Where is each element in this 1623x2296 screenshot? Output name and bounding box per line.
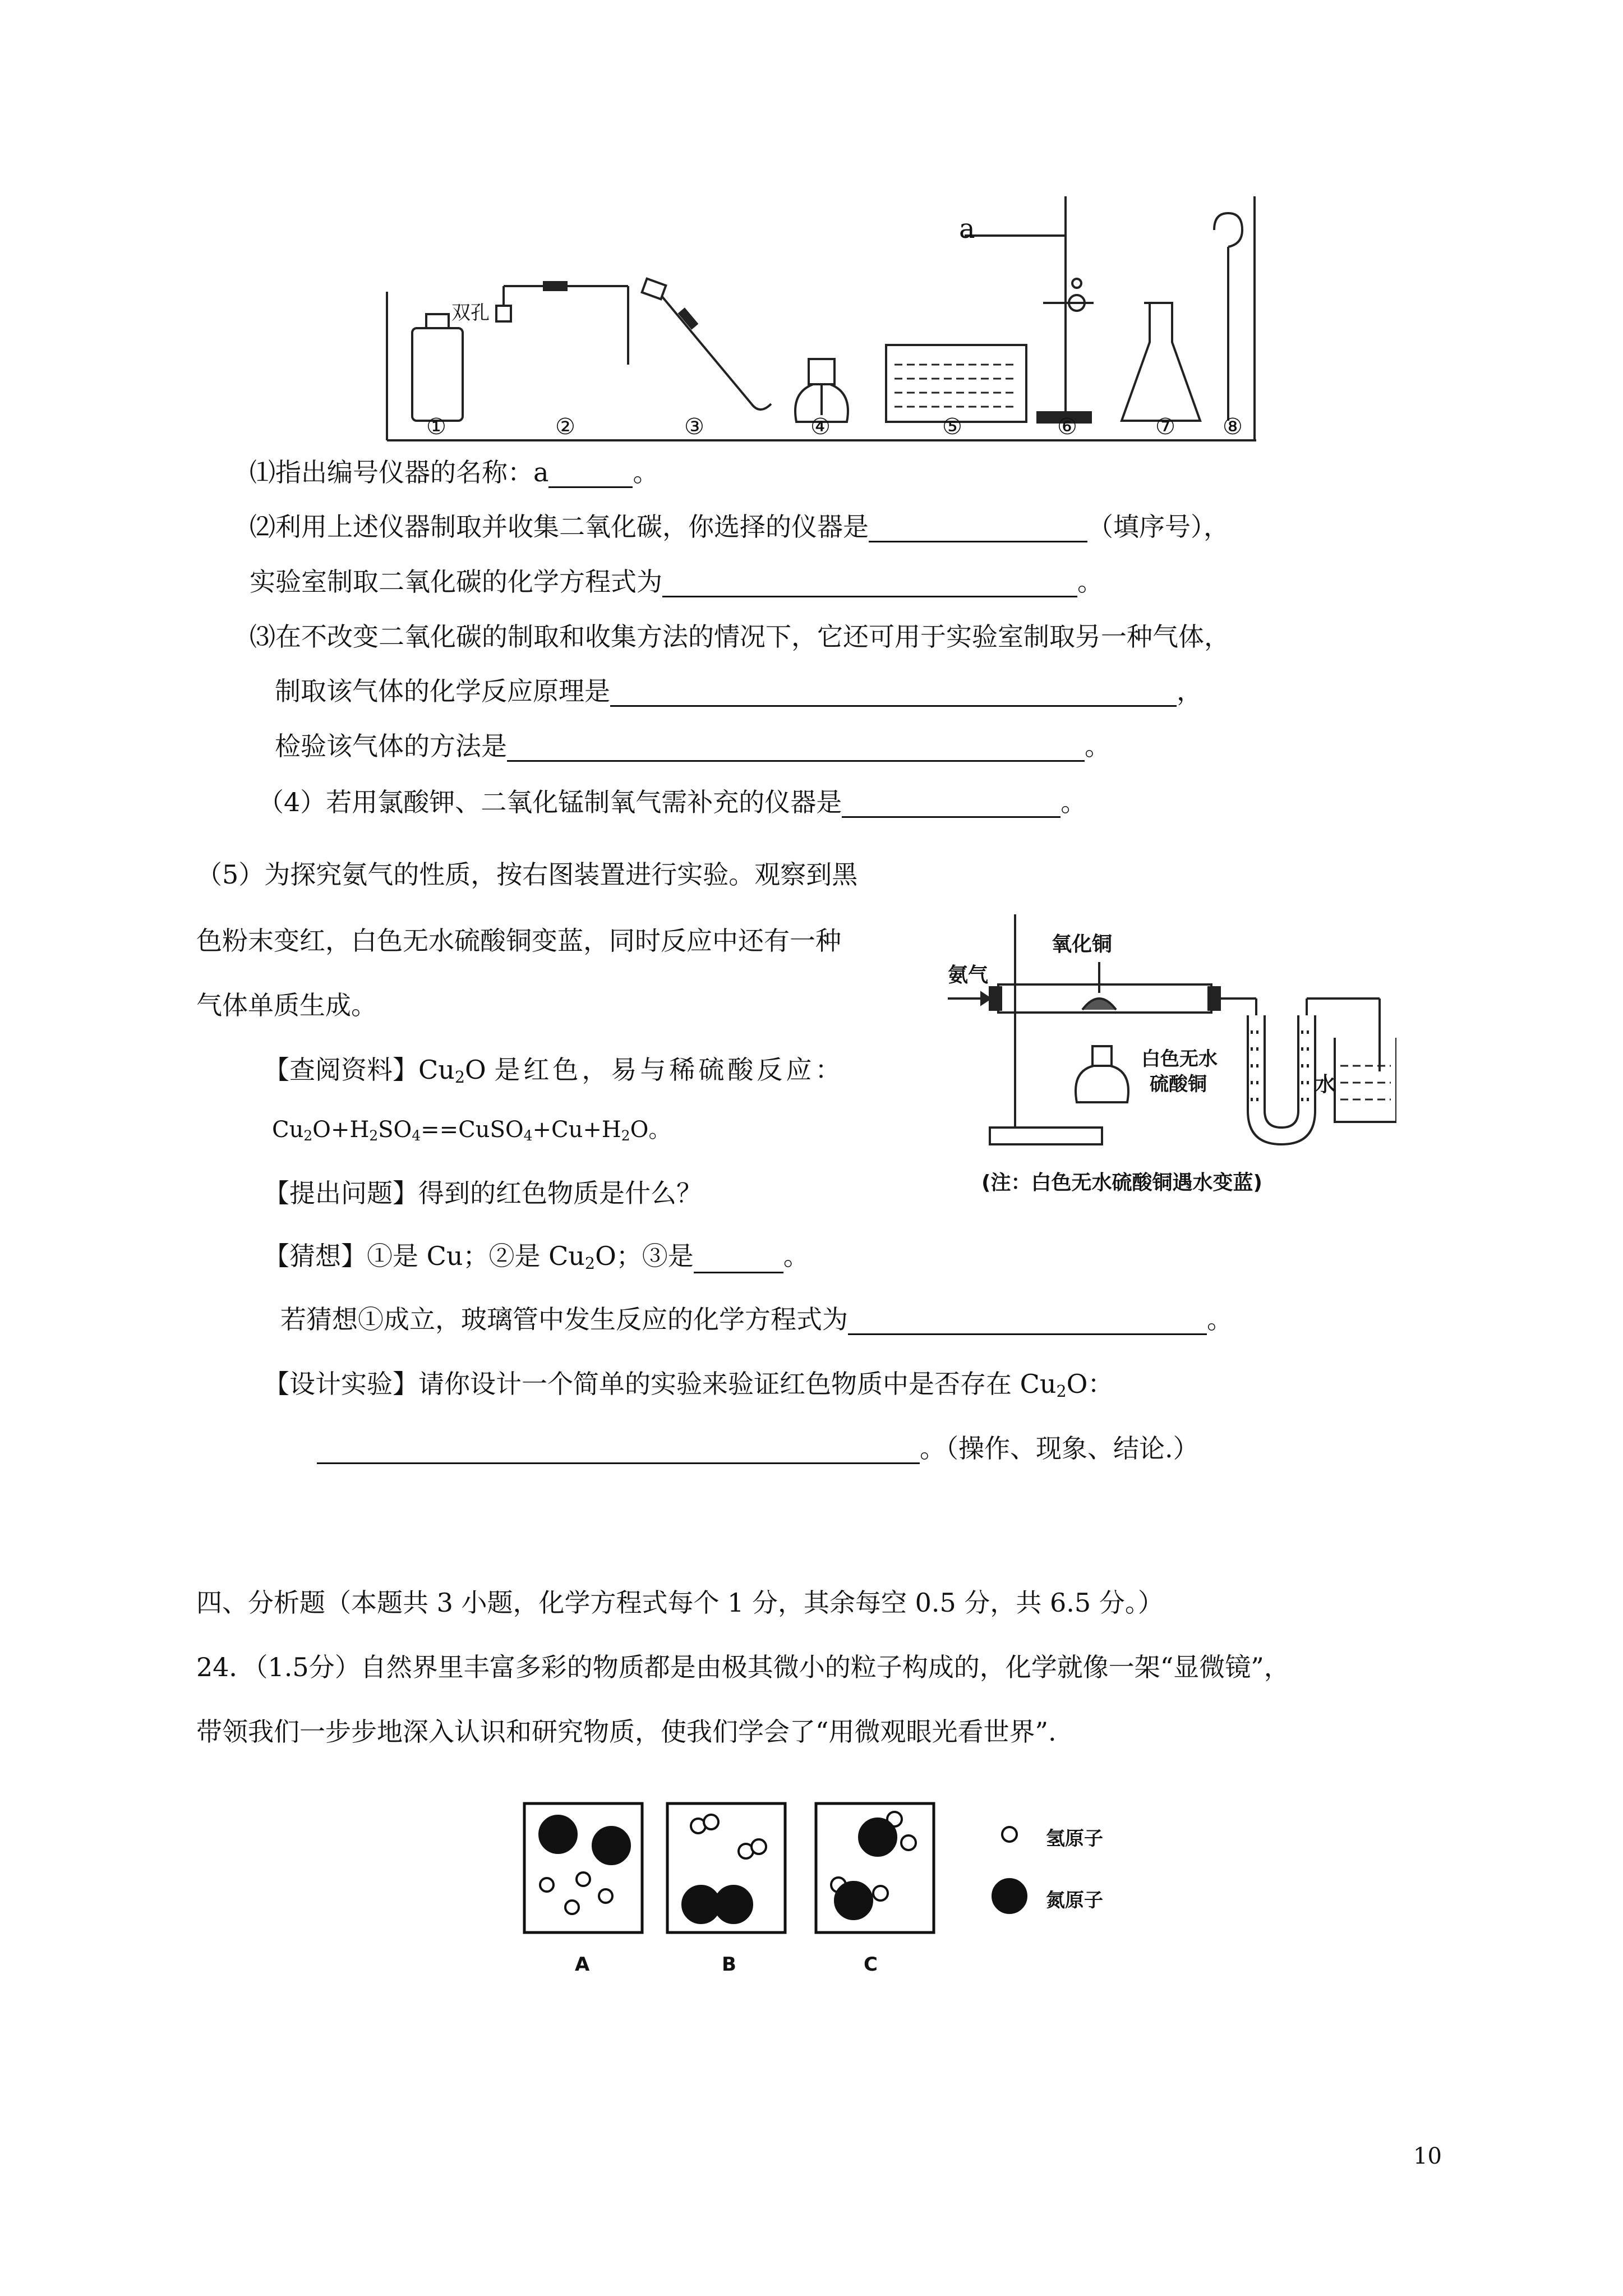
q5-design-answer: 。（操作、现象、结论.） xyxy=(317,1433,1199,1464)
ammonia-apparatus-figure xyxy=(948,903,1396,1217)
particle-label-c: C xyxy=(864,1953,878,1976)
apparatus-number-3: ③ xyxy=(684,414,704,440)
q24-line2: 带领我们一步步地深入认识和研究物质，使我们学会了“用微观眼光看世界”. xyxy=(196,1717,1057,1747)
ammonia-figure-note: (注：白色无水硫酸铜遇水变蓝) xyxy=(981,1171,1262,1194)
q1-answer-blank[interactable] xyxy=(548,462,633,488)
apparatus-number-1: ① xyxy=(426,414,446,440)
q5-guess-blank[interactable] xyxy=(694,1247,783,1273)
label-copper-oxide: 氧化铜 xyxy=(1052,933,1113,956)
label-cuso4-line1: 白色无水 xyxy=(1141,1048,1218,1070)
q5-design-blank[interactable] xyxy=(317,1438,920,1464)
q3-principle-blank[interactable] xyxy=(610,680,1177,707)
q24-line1: 24．（1.5分）自然界里丰富多彩的物质都是由极其微小的粒子构成的，化学就像一架“显微镜”， xyxy=(196,1652,1290,1682)
q2-line1: ⑵利用上述仪器制取并收集二氧化碳，你选择的仪器是 （填序号）， xyxy=(250,512,1229,542)
q3-line2: 制取该气体的化学反应原理是 ， xyxy=(275,676,1202,706)
q5-guess-condition: 若猜想①成立，玻璃管中发生反应的化学方程式为 。 xyxy=(280,1304,1233,1335)
q5-line1: （5）为探究氨气的性质，按右图装置进行实验。观察到黑 xyxy=(196,859,858,890)
label-ammonia: 氨气 xyxy=(948,964,989,987)
q3-test-method-blank[interactable] xyxy=(507,735,1085,762)
label-a: a xyxy=(959,213,975,245)
q5-reference: 【查阅资料】$Cu_2O$ 是红色，易与稀硫酸反应： xyxy=(264,1055,845,1087)
q1-line: ⑴指出编号仪器的名称：a 。 xyxy=(250,457,659,487)
apparatus-number-5: ⑤ xyxy=(942,414,962,440)
legend-nitrogen-atom: 氮原子 xyxy=(1046,1889,1103,1912)
q5-line2: 色粉末变红，白色无水硫酸铜变蓝，同时反应中还有一种 xyxy=(196,926,841,956)
q2-equation-blank[interactable] xyxy=(662,571,1077,597)
apparatus-number-8: ⑧ xyxy=(1223,414,1243,440)
q5-equation-blank[interactable] xyxy=(848,1309,1207,1335)
label-cuso4-line2: 硫酸铜 xyxy=(1150,1073,1207,1096)
particle-label-a: A xyxy=(575,1953,590,1976)
particle-label-b: B xyxy=(722,1953,736,1976)
q5-design: 【设计实验】请你设计一个简单的实验来验证红色物质中是否存在 $Cu_2O$： xyxy=(264,1369,1114,1401)
section4-title: 四、分析题（本题共 3 小题，化学方程式每个 1 分，其余每空 0.5 分，共 6.5 分。） xyxy=(196,1588,1164,1618)
particle-figure xyxy=(522,1801,1138,1991)
legend-hydrogen-atom: 氢原子 xyxy=(1046,1828,1103,1850)
q2-line2: 实验室制取二氧化碳的化学方程式为 。 xyxy=(250,567,1103,597)
q5-guess: 【猜想】①是 Cu；②是 $Cu_2O$；③是 。 xyxy=(264,1241,809,1273)
apparatus-number-2: ② xyxy=(555,414,575,440)
apparatus-number-7: ⑦ xyxy=(1155,414,1175,440)
apparatus-number-4: ④ xyxy=(810,414,831,440)
q4-line: （4）若用氯酸钾、二氧化锰制氧气需补充的仪器是 。 xyxy=(258,787,1087,817)
q1-text: ⑴指出编号仪器的名称：a xyxy=(250,457,549,487)
q2-instrument-blank[interactable] xyxy=(869,516,1087,542)
label-water: 水 xyxy=(1315,1073,1336,1096)
q3-line1: ⑶在不改变二氧化碳的制取和收集方法的情况下，它还可用于实验室制取另一种气体， xyxy=(250,622,1230,652)
q3-line3: 检验该气体的方法是 。 xyxy=(275,731,1110,761)
apparatus-number-6: ⑥ xyxy=(1057,414,1077,440)
label-double-hole: 双孔 xyxy=(451,302,490,324)
q5-line3: 气体单质生成。 xyxy=(196,990,377,1020)
q5-reference-equation: $Cu_2O+H_2SO_4==CuSO_4+Cu+H_2O$。 xyxy=(272,1117,671,1144)
q5-question: 【提出问题】得到的红色物质是什么？ xyxy=(264,1178,702,1208)
q4-instrument-blank[interactable] xyxy=(842,792,1061,818)
page-number: 10 xyxy=(1413,2143,1442,2169)
apparatus-figure xyxy=(348,191,1256,454)
